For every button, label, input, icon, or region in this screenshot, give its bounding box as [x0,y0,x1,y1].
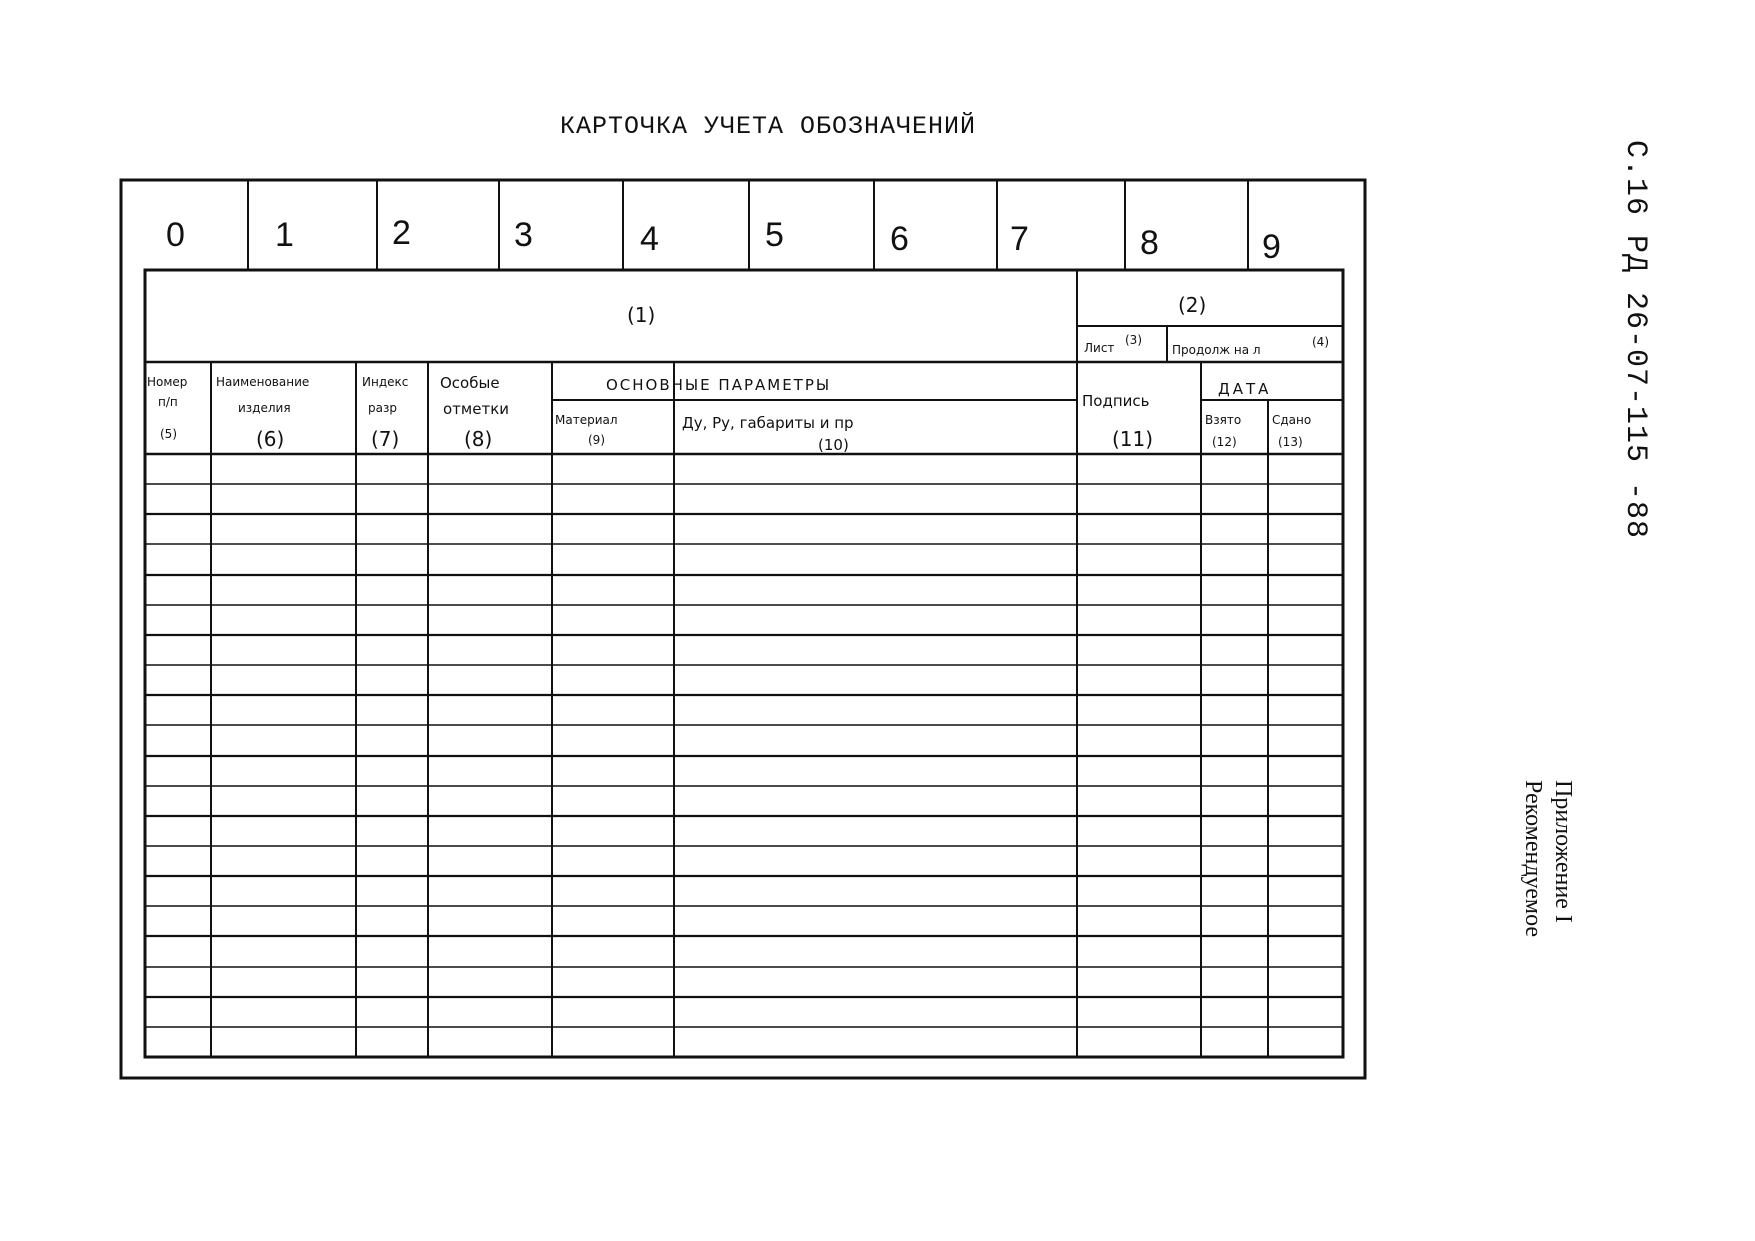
continued-ref: (4) [1312,335,1329,349]
date-label: ДАТА [1218,380,1272,398]
col-notes-line1: Особые [440,374,500,392]
col-name-line1: Наименование [216,375,310,389]
col-index-line2: разр [368,401,397,415]
index-digit: 5 [765,216,784,254]
sheet-label: Лист [1084,341,1115,355]
col-signature-ref: (11) [1112,427,1154,451]
sheet-code: С.16 РД 26-07-115 -88 [1618,140,1652,540]
index-strip [166,180,1281,270]
col-index-line1: Индекс [362,375,409,389]
col-signature-line1: Подпись [1082,392,1150,410]
col-number-line1: Номер [147,375,188,389]
index-digit: 1 [275,216,294,254]
main-params-label: ОСНОВНЫЕ ПАРАМЕТРЫ [606,376,832,394]
appendix-line2: Рекомендуемое [1520,780,1546,938]
index-digit: 7 [1010,220,1029,258]
index-digit: 6 [890,220,909,258]
col-number-ref: (5) [160,427,177,441]
continued-label: Продолж на л [1172,343,1261,357]
col-returned-line1: Сдано [1272,413,1312,427]
sheet-ref: (3) [1125,333,1142,347]
col-notes-ref: (8) [464,427,493,451]
col-dims-line1: Ду, Ру, габариты и пр [682,414,854,432]
index-digit: 9 [1262,228,1281,266]
appendix-line1: Приложение I [1550,780,1576,923]
field2-label: (2) [1178,293,1207,317]
index-digit: 3 [514,216,533,254]
col-notes-line2: отметки [443,400,510,418]
col-material-line1: Материал [555,413,618,427]
col-returned-ref: (13) [1278,435,1303,449]
col-name-ref: (6) [256,427,285,451]
document-title: КАРТОЧКА УЧЕТА ОБОЗНАЧЕНИЙ [560,112,977,141]
col-material-ref: (9) [588,433,605,447]
col-dims-ref: (10) [818,436,849,454]
col-name-line2: изделия [238,401,291,415]
index-digit: 8 [1140,224,1159,262]
col-number-line2: п/п [158,395,178,409]
index-digit: 2 [392,214,411,252]
field1-label: (1) [627,303,656,327]
col-taken-ref: (12) [1212,435,1237,449]
col-taken-line1: Взято [1205,413,1242,427]
index-digit: 4 [640,220,659,258]
index-digit: 0 [166,216,185,254]
col-index-ref: (7) [371,427,400,451]
table-grid [145,362,1343,1057]
